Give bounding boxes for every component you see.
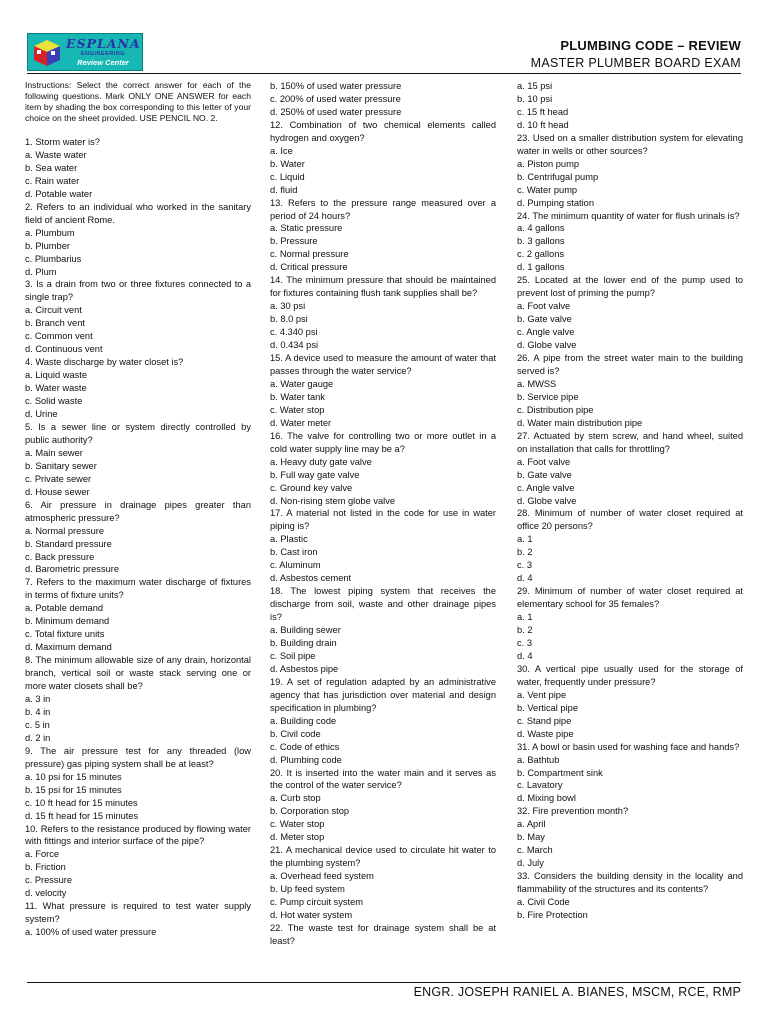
answer-option: a. Bathtub (517, 754, 560, 765)
question: 24. The minimum quantity of water for flush urinals is? (517, 210, 740, 221)
answer-option: d. Globe valve (517, 495, 577, 506)
question: 31. A bowl or basin used for washing face and hands? (517, 741, 740, 752)
answer-option: d. 4 (517, 650, 533, 661)
answer-option: c. Angle valve (517, 327, 575, 338)
question: 12. Combination of two chemical elements called hydrogen and oxygen? (270, 119, 496, 143)
answer-option: b. Up feed system (270, 884, 345, 895)
answer-option: a. Foot valve (517, 456, 571, 467)
answer-option: c. Water stop (270, 404, 325, 415)
answer-option: a. Water gauge (270, 378, 334, 389)
answer-option: d. Globe valve (517, 340, 577, 351)
question: 28. Minimum of number of water closet required at office 20 persons? (517, 508, 743, 532)
question: 9. The air pressure test for any threaded (low pressure) gas piping system shall be at least? (25, 745, 251, 769)
answer-option: c. Distribution pipe (517, 404, 594, 415)
answer-option: d. Water main distribution pipe (517, 417, 643, 428)
question: 14. The minimum pressure that should be maintained for fixtures containing flush tank supplies shall be? (270, 275, 496, 299)
answer-option: c. Aluminum (270, 560, 321, 571)
question: 22. The waste test for drainage system shall be at least? (270, 922, 496, 946)
answer-option: a. Circuit vent (25, 305, 82, 316)
question: 10. Refers to the resistance produced by flowing water with fittings and interior surface of the pipe? (25, 823, 251, 847)
answer-option: b. Vertical pipe (517, 702, 578, 713)
answer-option: a. Static pressure (270, 223, 343, 234)
instructions: Instructions: Select the correct answer for each of the following questions. Mark ONLY ONE ANSWER for each item by shading the box corresponding to this letter of your choice on the sheet provided. USE PENCIL NO. 2. (25, 80, 251, 123)
question: 1. Storm water is? (25, 137, 100, 147)
answer-option: a. 1 (517, 612, 533, 623)
answer-option: a. 4 gallons (517, 223, 565, 234)
answer-option: a. Building code (270, 715, 337, 726)
answer-option: d. Meter stop (270, 832, 325, 843)
answer-option: c. Lavatory (517, 780, 563, 791)
answer-option: b. 2 (517, 625, 533, 636)
answer-option: d. Continuous vent (25, 344, 103, 355)
answer-option: d. fluid (270, 184, 298, 195)
answer-option: a. 3 in (25, 693, 51, 704)
question: 20. It is inserted into the water main and it serves as the control of the water service? (270, 767, 496, 791)
answer-option: b. Water waste (25, 383, 87, 394)
answer-option: d. Maximum demand (25, 642, 112, 653)
answer-option: b. Sanitary sewer (25, 460, 97, 471)
answer-option: d. Urine (25, 409, 58, 420)
answer-option: d. Waste pipe (517, 728, 574, 739)
answer-option: c. 3 (517, 560, 532, 571)
answer-option: c. Back pressure (25, 551, 95, 562)
answer-option: a. Liquid waste (25, 370, 88, 381)
answer-option: c. 3 (517, 637, 532, 648)
answer-option: a. 100% of used water pressure (25, 927, 157, 938)
answer-option: a. 10 psi for 15 minutes (25, 771, 122, 782)
answer-option: b. Branch vent (25, 318, 85, 329)
answer-option: b. 150% of used water pressure (270, 81, 402, 91)
answer-option: b. Water (270, 158, 305, 169)
answer-option: d. 4 (517, 573, 533, 584)
question: 16. The valve for controlling two or more outlet in a cold water supply line may be a? (270, 430, 496, 454)
answer-option: c. Stand pipe (517, 715, 572, 726)
answer-option: b. 8.0 psi (270, 314, 308, 325)
answer-option: a. April (517, 819, 546, 830)
answer-option: c. 5 in (25, 719, 50, 730)
question: 2. Refers to an individual who worked in the sanitary field of ancient Rome. (25, 201, 251, 225)
question: 33. Considers the building density in the locality and flammability of the structures and its contents? (517, 871, 743, 895)
answer-option: b. Friction (25, 862, 66, 873)
answer-option: d. 250% of used water pressure (270, 106, 402, 117)
answer-option: c. Pump circuit system (270, 897, 363, 908)
answer-option: c. Private sewer (25, 473, 92, 484)
answer-option: c. Water stop (270, 819, 325, 830)
answer-option: b. Corporation stop (270, 806, 350, 817)
answer-option: a. 1 (517, 534, 533, 545)
answer-option: d. Pumping station (517, 197, 595, 208)
answer-option: c. Liquid (270, 171, 305, 182)
footer-author: ENGR. JOSEPH RANIEL A. BIANES, MSCM, RCE, RMP (413, 985, 741, 999)
question: 19. A set of regulation adapted by an administrative agency that has jurisdiction over material and design specification in plumbing? (270, 676, 496, 713)
question: 27. Actuated by stem screw, and hand wheel, suited on installation that calls for throttling? (517, 430, 743, 454)
answer-option: a. Waste water (25, 149, 87, 160)
question: 7. Refers to the maximum water discharge of fixtures in terms of fixture units? (25, 577, 251, 601)
answer-option: c. Pressure (25, 875, 73, 886)
answer-option: b. Cast iron (270, 547, 318, 558)
footer-divider (27, 982, 741, 983)
answer-option: a. Potable demand (25, 603, 104, 614)
page-subtitle: MASTER PLUMBER BOARD EXAM (530, 56, 741, 70)
answer-option: a. Piston pump (517, 158, 580, 169)
answer-option: d. Critical pressure (270, 262, 348, 273)
answer-option: c. 4.340 psi (270, 327, 318, 338)
answer-option: a. Curb stop (270, 793, 321, 804)
answer-option: d. Asbestos cement (270, 573, 352, 584)
answer-option: b. Fire Protection (517, 910, 588, 920)
answer-option: c. Total fixture units (25, 629, 105, 640)
answer-option: d. 0.434 psi (270, 340, 319, 351)
question: 11. What pressure is required to test water supply system? (25, 901, 251, 925)
answer-option: b. Gate valve (517, 469, 572, 480)
answer-option: b. 2 (517, 547, 533, 558)
answer-option: b. Gate valve (517, 314, 572, 325)
answer-option: b. Standard pressure (25, 538, 112, 549)
question: 32. Fire prevention month? (517, 806, 629, 817)
answer-option: d. Potable water (25, 188, 93, 199)
answer-option: b. Civil code (270, 728, 321, 739)
answer-option: b. Water tank (270, 391, 325, 402)
answer-option: d. House sewer (25, 486, 90, 497)
answer-option: c. Angle valve (517, 482, 575, 493)
answer-option: c. Plumbarius (25, 253, 82, 264)
answer-option: a. Plumbum (25, 227, 75, 238)
answer-option: d. velocity (25, 888, 67, 899)
column-1 (25, 80, 251, 939)
answer-option: b. 10 psi (517, 93, 553, 104)
logo-brand: ESPLANA (66, 36, 141, 51)
cube-logo-icon (32, 38, 62, 68)
logo-subtitle: ENGINEERING (80, 51, 125, 57)
question: 21. A mechanical device used to circulate hit water to the plumbing system? (270, 845, 496, 869)
column-3 (517, 80, 743, 922)
answer-option: c. 200% of used water pressure (270, 93, 401, 104)
answer-option: b. Minimum demand (25, 616, 110, 627)
answer-option: a. Ice (270, 145, 293, 156)
answer-option: d. Plumbing code (270, 754, 342, 765)
answer-option: d. 10 ft head (517, 119, 569, 130)
answer-option: d. Non-rising stem globe valve (270, 495, 396, 506)
answer-option: d. Barometric pressure (25, 564, 120, 575)
answer-option: d. Mixing bowl (517, 793, 576, 804)
column-2 (270, 80, 496, 948)
answer-option: c. 2 gallons (517, 249, 565, 260)
answer-option: a. Heavy duty gate valve (270, 456, 372, 467)
answer-option: c. Rain water (25, 175, 80, 186)
answer-option: d. Hot water system (270, 910, 353, 920)
answer-option: a. Normal pressure (25, 525, 105, 536)
answer-option: b. Plumber (25, 240, 70, 251)
answer-option: c. 10 ft head for 15 minutes (25, 797, 138, 808)
question: 25. Located at the lower end of the pump used to prevent lost of priming the pump? (517, 275, 743, 299)
answer-option: b. May (517, 832, 545, 843)
question: 4. Waste discharge by water closet is? (25, 357, 184, 368)
question: 18. The lowest piping system that receives the discharge from soil, waste and other drainage pipes is? (270, 586, 496, 623)
answer-option: b. 4 in (25, 706, 51, 717)
answer-option: a. Overhead feed system (270, 871, 374, 882)
question: 6. Air pressure in drainage pipes greater than atmospheric pressure? (25, 499, 251, 523)
answer-option: c. Common vent (25, 331, 93, 342)
answer-option: b. Centrifugal pump (517, 171, 599, 182)
answer-option: d. 15 ft head for 15 minutes (25, 810, 139, 821)
question: 15. A device used to measure the amount of water that passes through the water service? (270, 353, 496, 376)
logo-tagline: Review Center (77, 58, 129, 67)
answer-option: b. Compartment sink (517, 767, 603, 778)
page-title: PLUMBING CODE – REVIEW (560, 38, 741, 53)
answer-option: b. 3 gallons (517, 236, 565, 247)
answer-option: c. Ground key valve (270, 482, 353, 493)
esplana-logo (27, 33, 143, 71)
answer-option: c. Code of ethics (270, 741, 340, 752)
answer-option: c. Soil pipe (270, 650, 316, 661)
answer-option: c. Water pump (517, 184, 578, 195)
answer-option: d. Plum (25, 266, 57, 277)
answer-option: c. Normal pressure (270, 249, 349, 260)
answer-option: d. 1 gallons (517, 262, 565, 273)
answer-option: d. Asbestos pipe (270, 663, 339, 674)
answer-option: a. Plastic (270, 534, 308, 545)
question: 8. The minimum allowable size of any drain, horizontal branch, vertical soil or waste stack serving one or more water closets shall be? (25, 655, 251, 692)
answer-option: d. 2 in (25, 732, 51, 743)
answer-option: a. 15 psi (517, 81, 553, 91)
question: 13. Refers to the pressure range measured over a period of 24 hours? (270, 197, 496, 221)
answer-option: a. Civil Code (517, 897, 570, 908)
answer-option: c. March (517, 845, 553, 856)
answer-option: a. Main sewer (25, 447, 83, 458)
question: 3. Is a drain from two or three fixtures connected to a single trap? (25, 279, 251, 303)
question: 23. Used on a smaller distribution system for elevating water in wells or other sources? (517, 132, 743, 156)
answer-option: b. Sea water (25, 162, 78, 173)
question: 30. A vertical pipe usually used for the storage of water, frequently under pressure? (517, 663, 743, 687)
question: 29. Minimum of number of water closet required at elementary school for 35 females? (517, 586, 743, 610)
answer-option: a. 30 psi (270, 301, 306, 312)
answer-option: b. Pressure (270, 236, 318, 247)
answer-option: c. Solid waste (25, 396, 83, 407)
answer-option: b. Service pipe (517, 391, 579, 402)
answer-option: a. Foot valve (517, 301, 571, 312)
answer-option: d. July (517, 858, 544, 869)
answer-option: c. 15 ft head (517, 106, 569, 117)
answer-option: d. Water meter (270, 417, 332, 428)
answer-option: b. Building drain (270, 637, 337, 648)
answer-option: a. Force (25, 849, 60, 860)
header-divider (27, 73, 741, 74)
answer-option: a. Vent pipe (517, 689, 567, 700)
answer-option: a. Building sewer (270, 625, 341, 636)
answer-option: a. MWSS (517, 378, 557, 389)
answer-option: b. 15 psi for 15 minutes (25, 784, 122, 795)
question: 17. A material not listed in the code for use in water piping is? (270, 508, 496, 532)
question: 26. A pipe from the street water main to the building served is? (517, 353, 743, 376)
question: 5. Is a sewer line or system directly controlled by public authority? (25, 421, 251, 445)
answer-option: b. Full way gate valve (270, 469, 360, 480)
